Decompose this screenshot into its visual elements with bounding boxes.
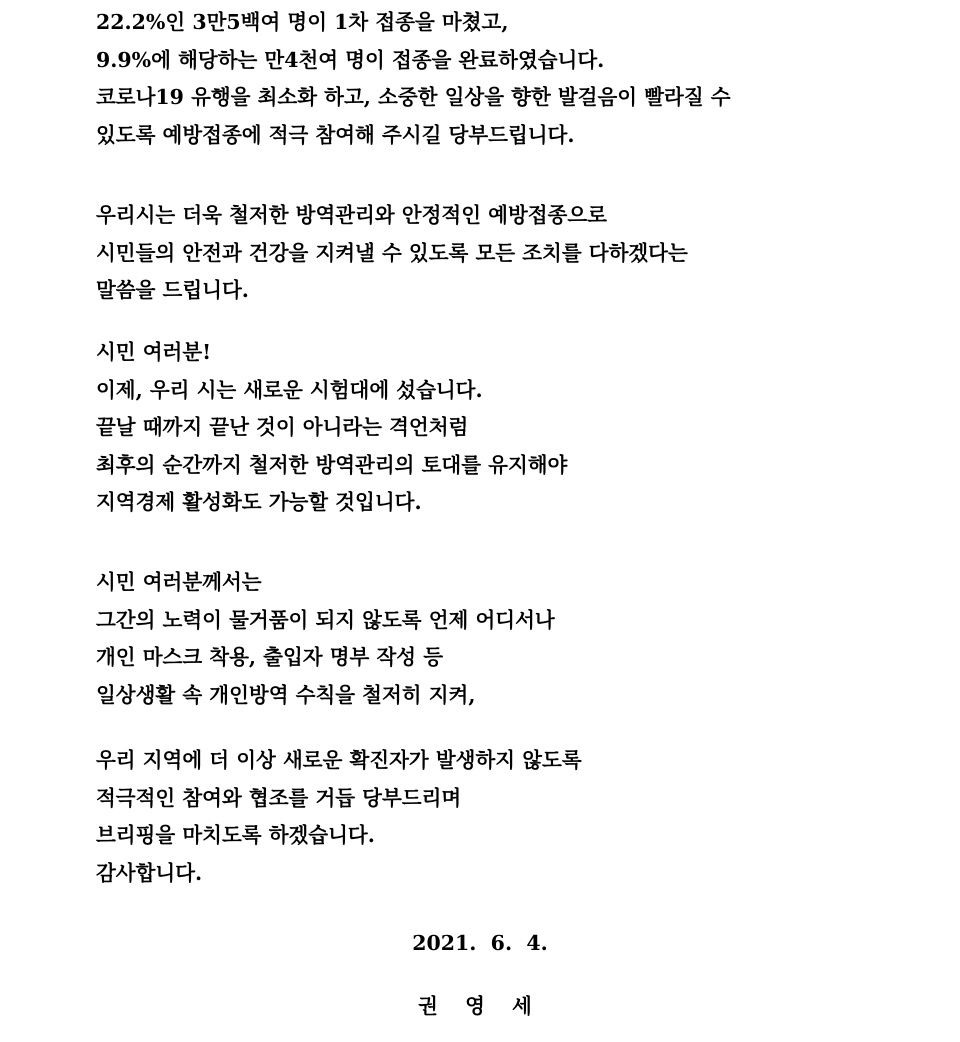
text-line: 최후의 순간까지 철저한 방역관리의 토대를 유지해야: [96, 452, 568, 477]
text-line: 말씀을 드립니다.: [96, 278, 249, 302]
text-line: 이제, 우리 시는 새로운 시험대에 섰습니다.: [96, 377, 483, 402]
text-line: 시민 여러분께서는: [96, 570, 262, 594]
paragraph-closing: [96, 742, 936, 892]
text-line: 지역경제 활성화도 가능할 것입니다.: [96, 490, 422, 514]
paragraph-vaccination-status: [96, 4, 936, 154]
text-line: 있도록 예방접종에 적극 참여해 주시길 당부드립니다.: [96, 122, 575, 147]
date-text: 2021. 6. 4.: [412, 931, 548, 955]
signer-name: 권 영 세: [418, 994, 542, 1018]
text-line: 적극적인 참여와 협조를 거듭 당부드리며: [96, 785, 462, 810]
text-line: 그간의 노력이 물거품이 되지 않도록 언제 어디서나: [96, 607, 555, 632]
text-line: 브리핑을 마치도록 하겠습니다.: [96, 823, 375, 847]
text-line: 9.9%에 해당하는 만4천여 명이 접종을 완료하였습니다.: [96, 47, 605, 72]
text-line: 끝날 때까지 끝난 것이 아니라는 격언처럼: [96, 415, 469, 439]
paragraph-address-citizens: [96, 334, 936, 522]
text-line: 우리 지역에 더 이상 새로운 확진자가 발생하지 않도록: [96, 748, 582, 772]
document-date: [0, 925, 960, 962]
text-line: 시민들의 안전과 건강을 지켜낼 수 있도록 모든 조치를 다하겠다는: [96, 240, 688, 265]
text-line: 일상생활 속 개인방역 수칙을 철저히 지켜,: [96, 682, 476, 707]
paragraph-personal-quarantine: [96, 564, 936, 714]
text-line: 22.2%인 3만5백여 명이 1차 접종을 마쳤고,: [96, 10, 509, 34]
text-line: 시민 여러분!: [96, 340, 212, 364]
text-line: 코로나19 유행을 최소화 하고, 소중한 일상을 향한 발걸음이 빨라질 수: [96, 85, 731, 109]
text-line: 개인 마스크 착용, 출입자 명부 작성 등: [96, 645, 444, 669]
text-line: 우리시는 더욱 철저한 방역관리와 안정적인 예방접종으로: [96, 203, 607, 227]
paragraph-city-commitment: [96, 197, 936, 310]
text-line: 감사합니다.: [96, 860, 203, 885]
